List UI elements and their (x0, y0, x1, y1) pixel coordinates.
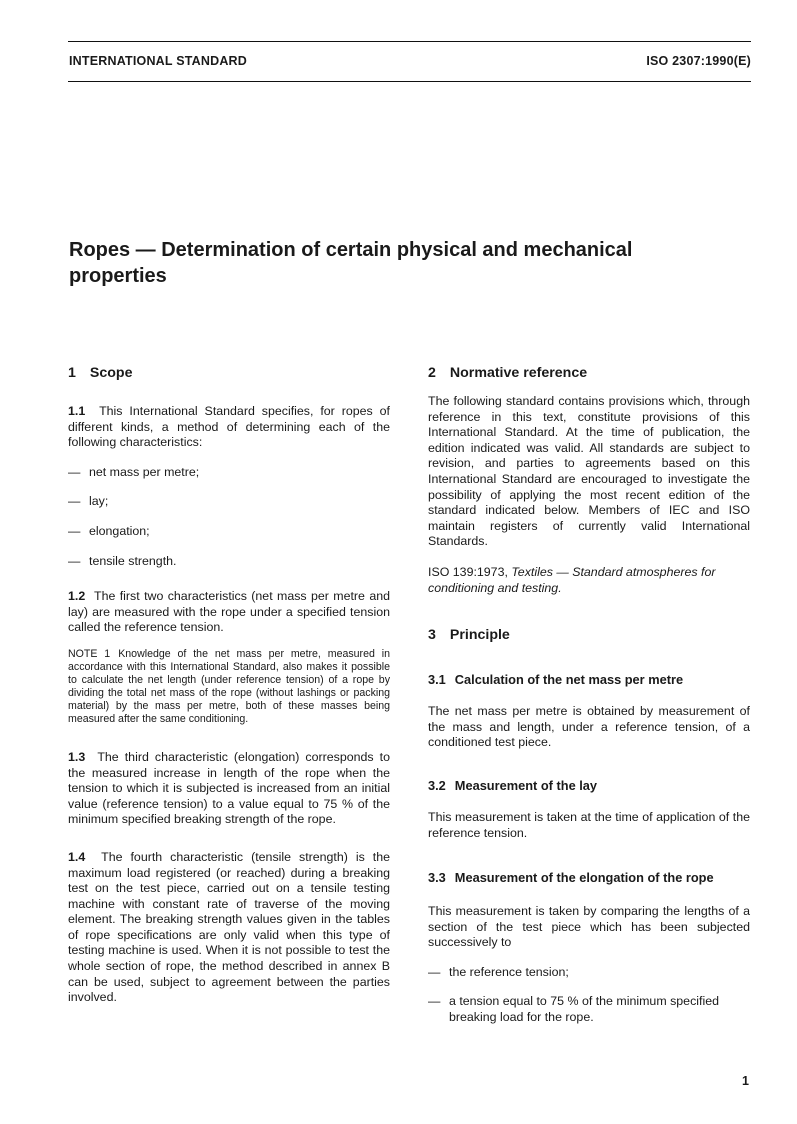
page-number: 1 (742, 1074, 749, 1088)
header-document-number: ISO 2307:1990(E) (646, 54, 751, 68)
list-item: — a tension equal to 75 % of the minimum specified breaking load for the rope. (428, 994, 719, 1025)
subsection-3-3-text: This measurement is taken by comparing the lengths of a section of the test piece which has been subjected successively to (428, 904, 750, 950)
normative-reference-entry (428, 565, 750, 596)
section-2-number: 2 (428, 365, 436, 381)
clause-1-4 (68, 850, 390, 1006)
list-item: — the reference tension; (428, 964, 569, 979)
clause-1-4-text: The fourth characteristic (tensile strength) is the maximum load registered (or reached) during a breaking test on the test piece, carried out on a tensile testing machine with constant rate of traverse of the moving element. The breaking strength values given in the tables of rope specifications are only valid when this type of testing machine is used. When it is not possible to test the whole section of rope, the method described in annex B can be used, subject to agreement between the parties involved. (68, 849, 390, 1005)
clause-1-2-number: 1.2 (68, 589, 86, 604)
normative-reference-text: The following standard contains provisions which, through reference in this text, constitute provisions of this International Standard. At the time of publication, the edition indicated was valid. All standards are subject to revision, and parties to agreements based on this International Standard are encouraged to investigate the possibility of applying the most recent edition of the standard indicated below. Members of IEC and ISO maintain registers of currently valid International Standards. (428, 394, 750, 549)
subsection-3-3-title: Measurement of the elongation of the rope (454, 870, 714, 886)
clause-1-1 (68, 404, 390, 451)
subsection-3-3-number: 3.3 (428, 870, 446, 886)
header-document-type: INTERNATIONAL STANDARD (69, 54, 248, 68)
list-item: — net mass per metre; (68, 464, 200, 479)
subsection-3-2-heading (428, 778, 750, 794)
subsection-3-1-heading (428, 672, 750, 688)
subsection-3-1-text: The net mass per metre is obtained by measurement of the mass and length, under a reference tension, of a conditioned test piece. (428, 704, 750, 750)
section-1-number: 1 (68, 365, 76, 381)
header-top-rule (68, 41, 751, 42)
subsection-3-2-number: 3.2 (428, 777, 446, 793)
list-item: — lay; (68, 494, 109, 509)
clause-1-3 (68, 750, 390, 828)
document-title: Ropes — Determination of certain physical and mechanical properties (69, 239, 633, 287)
left-column (68, 364, 390, 1006)
clause-1-1-text: This International Standard specifies, for ropes of different kinds, a method of determining each of the following characteristics: (68, 404, 390, 450)
subsection-3-2-title: Measurement of the lay (454, 777, 598, 793)
clause-1-3-text: The third characteristic (elongation) corresponds to the measured increase in length of the rope when the tension to which it is subjected is increased from an initial value (reference tension) to a value equal to 75 % of the minimum specified breaking strength of the rope. (68, 749, 390, 827)
characteristics-list (68, 465, 390, 569)
list-item: — elongation; (68, 523, 150, 538)
clause-1-2 (68, 589, 390, 636)
right-column (428, 364, 750, 1026)
note-1-label: NOTE 1 (68, 647, 111, 660)
clause-1-2-text: The first two characteristics (net mass per metre and lay) are measured with the rope under a specified tension called the reference tension. (68, 589, 390, 635)
section-2-title: Normative reference (449, 365, 588, 381)
note-1-text: Knowledge of the net mass per metre, measured in accordance with this International Standard, also makes it possible to calculate the net length (under reference tension) of a rope by dividing the total net mass of the rope (without lashings or packing material) by the mass per metre, both of these masses being measured after the same conditioning. (68, 647, 390, 725)
section-1-heading (68, 364, 390, 382)
note-1 (68, 648, 390, 726)
section-3-number: 3 (428, 627, 436, 644)
subsection-3-1-number: 3.1 (428, 672, 446, 688)
clause-1-3-number: 1.3 (68, 749, 86, 764)
section-3-title: Principle (449, 627, 510, 644)
clause-1-1-number: 1.1 (68, 404, 86, 418)
subsection-3-2-text: This measurement is taken at the time of application of the reference tension. (428, 809, 750, 840)
list-item: — tensile strength. (68, 553, 177, 568)
reference-title: Textiles — Standard atmospheres for conditioning and testing. (428, 564, 716, 595)
section-2-heading (428, 364, 750, 382)
subsection-3-1-title: Calculation of the net mass per metre (454, 672, 684, 688)
clause-1-4-number: 1.4 (68, 849, 86, 864)
section-1-title: Scope (89, 365, 133, 381)
reference-code: ISO 139:1973, (428, 564, 508, 579)
subsection-3-3-heading (428, 870, 750, 886)
section-3-heading (428, 626, 750, 644)
header-bottom-rule (68, 81, 751, 82)
tension-list (428, 965, 750, 1026)
